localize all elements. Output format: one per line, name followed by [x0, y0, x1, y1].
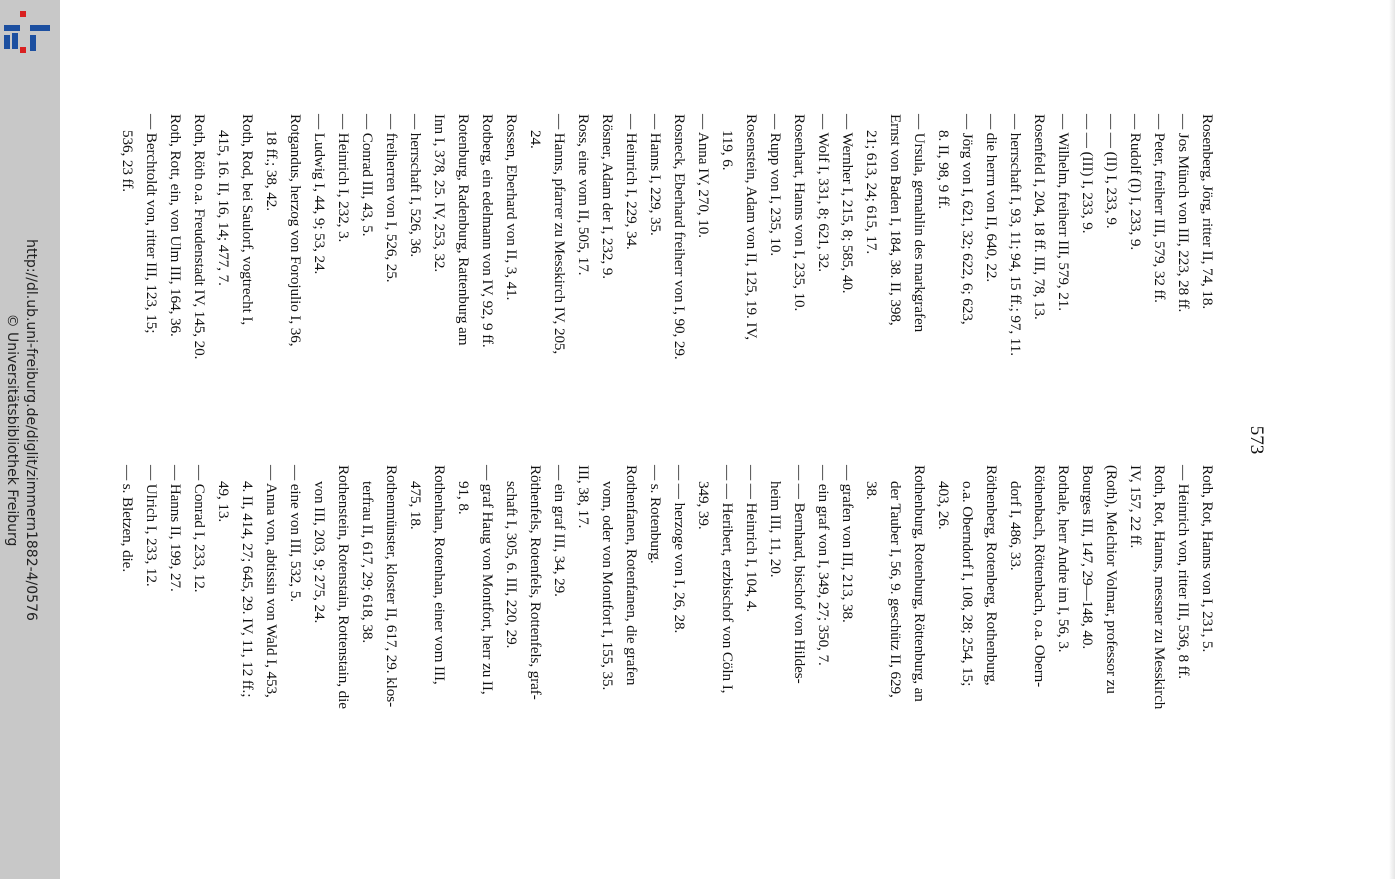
index-entry: — Anna von, abtissin von Wald I, 453, [263, 465, 280, 698]
index-entry: — Hanns II, 199, 27. [167, 465, 184, 592]
index-entry: — eine von III, 532, 5. [287, 465, 304, 602]
index-entry: Roth, Rott, ein, von Ulm III, 164, 36. [167, 114, 184, 337]
scan-edge [1389, 0, 1395, 879]
index-entry: Rotenburg, Radenburg, Rattenburg am [455, 114, 472, 346]
index-entry: — — Bernhard, bischof von Hildes- [791, 465, 808, 684]
index-entry: Rosenberg, Jörg, ritter II, 74, 18. [1199, 114, 1216, 310]
index-entry: Roth, Rot, Hanns, messner zu Messkirch [1151, 465, 1168, 710]
index-entry: III, 38, 17. [575, 465, 592, 529]
index-entry: 536, 23 ff. [119, 130, 136, 192]
index-entry: Rosenhart, Hanns von I, 235, 10. [791, 114, 808, 312]
index-entry: — Berchtoldt von, ritter III, 123, 15; [143, 114, 160, 334]
page-number: 573 [1246, 425, 1267, 455]
index-entry: Rotgandus, herzog von Forojulio I, 36, [287, 114, 304, 347]
index-entry: — die herrn von II, 640, 22. [983, 114, 1000, 283]
index-entry: 49, 13. [215, 481, 232, 523]
index-entry: von III, 203, 9; 275, 24. [311, 481, 328, 624]
index-entry: — Anna IV, 270, 10. [695, 114, 712, 238]
index-entry: — — herzoge von I, 26, 28. [671, 465, 688, 634]
index-entry: — herrschaft I, 526, 36. [407, 114, 424, 258]
index-entry: Ernst von Baden I, 184, 38. II, 398, [887, 114, 904, 326]
index-entry: — Ursula, gemahlin des markgrafen [911, 114, 928, 333]
index-entry: Rosneck, Eberhard freiherr von I, 90, 29. [671, 114, 688, 360]
index-entry: — Jörg von I, 621, 32; 622, 6; 623, [959, 114, 976, 325]
index-entry: Rothenhan, Rotenhan, einer vom III, [431, 465, 448, 685]
index-entry: — s. Rotenburg. [647, 465, 664, 564]
index-entry: — Rudolf (I) I, 233, 9. [1127, 114, 1144, 251]
index-entry: — Hanns I, 229, 35. [647, 114, 664, 236]
index-entry: — herrschaft I, 93, 11; 94, 15 ff.; 97, 11. [1007, 114, 1024, 356]
index-entry: Rothenburg, Rotenburg, Röttenburg, an [911, 465, 928, 702]
document-url[interactable]: http://dl.ub.uni-freiburg.de/diglit/zimmern1882-4/0576 [23, 239, 39, 621]
index-entry: 38. [863, 481, 880, 500]
index-entry: IV, 157, 22 ff. [1127, 465, 1144, 549]
index-entry: terfrau II, 617, 29; 618, 38. [359, 481, 376, 644]
index-entry: — Conrad III, 43, 5. [359, 114, 376, 237]
index-entry: Rosenfeld I, 204, 18 ff. III, 78, 13. [1031, 114, 1048, 320]
index-entry: 91, 8. [455, 481, 472, 515]
index-entry: Inn I, 378, 25. IV, 253, 32. [431, 114, 448, 273]
index-entry: Rosenstein, Adam von II, 125, 19. IV, [743, 114, 760, 340]
scanned-page [119, 70, 1281, 810]
index-entry: Roth, Rot, Hanns von I, 231, 5. [1199, 465, 1216, 653]
index-entry: — freiherren von I, 526, 25. [383, 114, 400, 283]
index-entry: Rösner, Adam der I, 232, 9. [599, 114, 616, 279]
index-entry: o.a. Oberndorf I, 108, 28; 254, 15; [959, 481, 976, 687]
index-entry: — Ludwig I, 44, 9; 53, 24. [311, 114, 328, 275]
index-entry: vom, oder von Montfort I, 155, 35. [599, 481, 616, 691]
index-entry: — Wernher I, 215, 8; 585, 40. [839, 114, 856, 294]
index-entry: (Roth), Melchior Volmar, professor zu [1103, 465, 1120, 694]
index-entry: 4. II, 414, 27; 645, 29. IV, 11, 12 ff.; [239, 481, 256, 698]
index-column-left [115, 114, 1219, 434]
viewer-sidebar [0, 0, 60, 879]
index-entry: 403, 26. [935, 481, 952, 530]
index-entry: — Wolf I, 331, 8; 621, 32. [815, 114, 832, 272]
index-entry: 18 ff.; 38, 42. [263, 130, 280, 211]
index-entry: — — Heribert, erzbischof von Cöln I, [719, 465, 736, 694]
index-entry: — Heinrich von, ritter III, 536, 8 ff. [1175, 465, 1192, 679]
index-entry: Rothenmünster, kloster II, 617, 29. klos- [383, 465, 400, 708]
index-entry: Rothenstein, Rotenstain, Rottenstain, die [335, 465, 352, 709]
copyright-notice: © Universitätsbibliothek Freiburg [4, 313, 20, 547]
index-entry: 475, 18. [407, 481, 424, 530]
index-entry: Rossen, Eberhard von II, 3, 41. [503, 114, 520, 301]
index-entry: Bourges III, 147, 29—148, 40. [1079, 465, 1096, 650]
index-entry: 349, 39. [695, 481, 712, 530]
index-entry: — — (II) I, 233, 9. [1103, 114, 1120, 229]
index-entry: schaft I, 305, 6. III, 220, 29. [503, 481, 520, 649]
index-entry: — Rupp von I, 235, 10. [767, 114, 784, 257]
index-entry: — — (III) I, 233, 9. [1079, 114, 1096, 234]
index-column-right [115, 465, 1219, 785]
index-entry: 24. [527, 130, 544, 149]
index-entry: — Conrad I, 233, 12. [191, 465, 208, 593]
index-entry: — s. Bletzen, die. [119, 465, 136, 573]
index-entry: — Hanns, pfarrer zu Messkirch IV, 205, [551, 114, 568, 355]
index-entry: Röthenfels, Rotenfels, Rottenfels, graf- [527, 465, 544, 700]
index-entry: heim III, 11, 20. [767, 481, 784, 578]
index-entry: 415, 16. II, 16, 14; 477, 7. [215, 130, 232, 286]
index-entry: — Wilhelm, freiherr III, 579, 21. [1055, 114, 1072, 311]
index-entry: Roth, Röth o.a. Freudenstadt IV, 145, 20. [191, 114, 208, 360]
index-entry: — Heinrich I, 232, 3. [335, 114, 352, 243]
index-entry: — Jos Münch von III, 223, 28 ff. [1175, 114, 1192, 313]
index-entry: Rothenfanen, Rotenfanen, die grafen [623, 465, 640, 686]
index-entry: — graf Haug von Montfort, herr zu II, [479, 465, 496, 695]
index-entry: — Ulrich I, 233, 12. [143, 465, 160, 587]
index-entry: Rotberg, ein edelmann von IV, 92, 9 ff. [479, 114, 496, 348]
index-entry: — grafen von III, 213, 38. [839, 465, 856, 623]
index-entry: der Tauber I, 56, 9. geschütz II, 629, [887, 481, 904, 698]
index-entry: Röthenberg, Rotenberg, Rothenburg, [983, 465, 1000, 686]
index-entry: 119, 6. [719, 130, 736, 171]
index-entry: 8. II, 98, 9 ff. [935, 130, 952, 210]
index-entry: Ross, eine vom II, 505, 17. [575, 114, 592, 276]
index-entry: 21; 613, 24; 615, 17. [863, 130, 880, 255]
index-entry: Röthenbach, Röttenbach, o.a. Obern- [1031, 465, 1048, 688]
index-entry: — — Heinrich I, 104, 4. [743, 465, 760, 613]
index-entry: — Peter, freiherr III, 579, 32 ff. [1151, 114, 1168, 303]
index-entry: — Heinrich I, 229, 34. [623, 114, 640, 250]
index-entry: — ein graf von I, 349, 27; 350, 7. [815, 465, 832, 666]
index-entry: Rothale, herr Andre im I, 56, 3. [1055, 465, 1072, 653]
index-entry: — ein graf III, 34, 29. [551, 465, 568, 597]
index-entry: Roth, Rod, bei Saulorf, vogtrecht I, [239, 114, 256, 326]
index-entry: dorf I, 486, 33. [1007, 481, 1024, 571]
